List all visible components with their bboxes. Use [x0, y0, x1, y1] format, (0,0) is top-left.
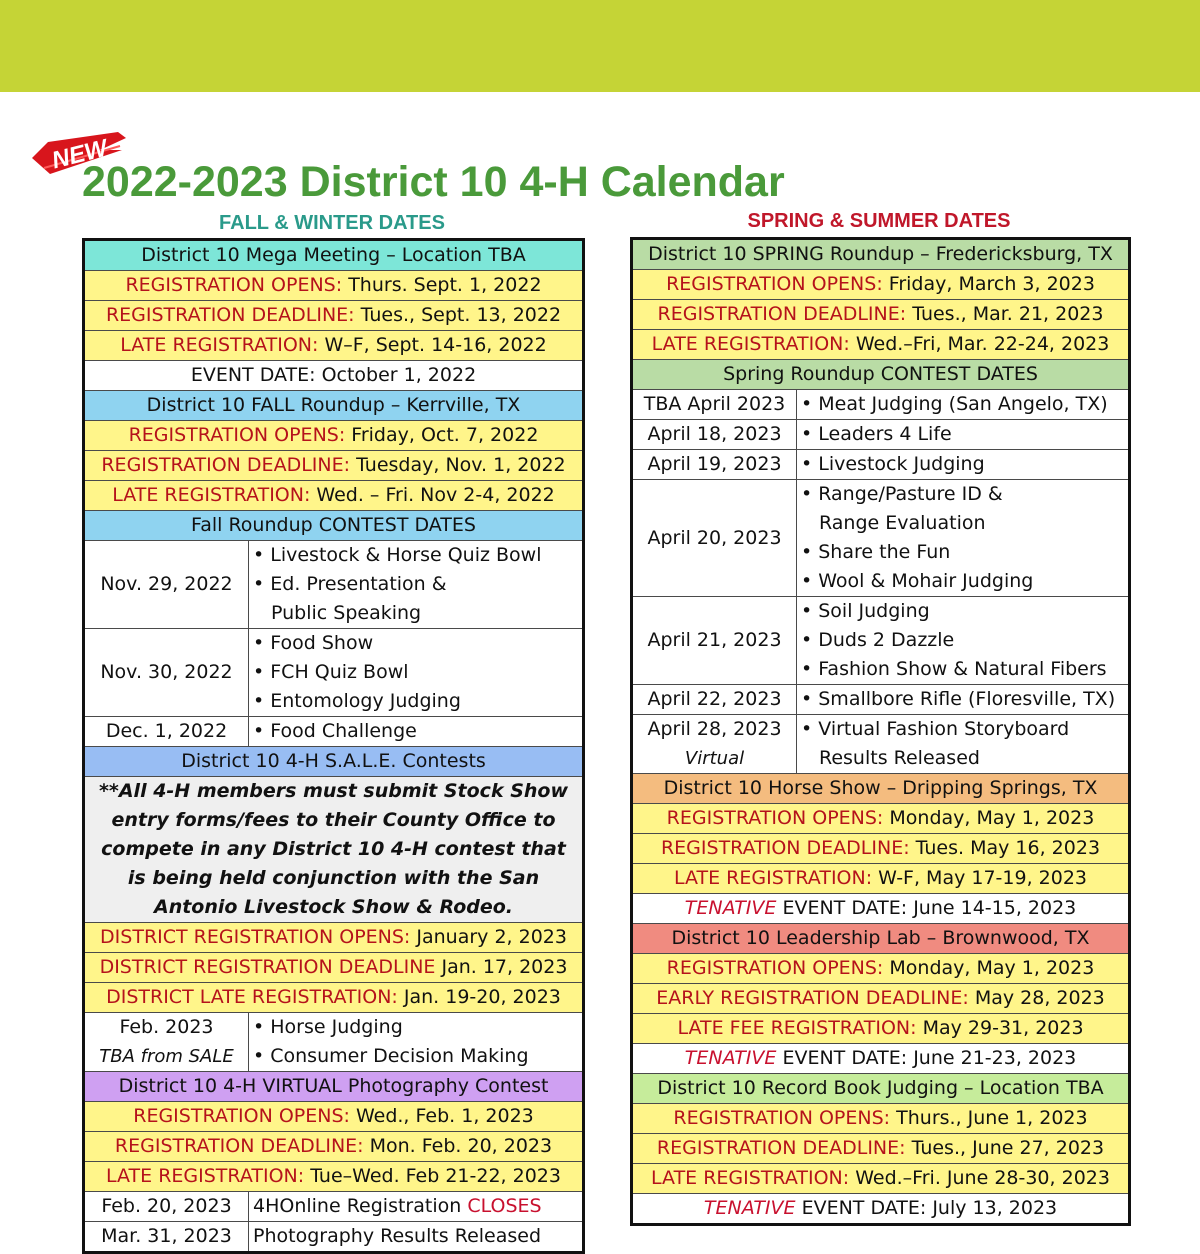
reg-label: DISTRICT REGISTRATION OPENS: [100, 926, 411, 948]
reg-label: REGISTRATION DEADLINE: [657, 303, 907, 325]
reg-label: DISTRICT REGISTRATION DEADLINE [99, 956, 436, 978]
contest-item: • Food Challenge [253, 717, 578, 746]
registration-opens [632, 270, 1130, 300]
closes-label: CLOSES [467, 1195, 542, 1217]
contest-date: April 21, 2023 [632, 597, 797, 685]
reg-label: LATE REGISTRATION: [651, 333, 850, 355]
fall-calendar-table [82, 238, 585, 1254]
contest-item: • Smallbore Rifle (Floresville, TX) [801, 685, 1124, 714]
new-badge-text: NEW [49, 134, 111, 175]
contest-item: • Livestock & Horse Quiz Bowl [253, 541, 578, 570]
photo-text [249, 1192, 584, 1222]
contest-date: Nov. 29, 2022 [84, 541, 249, 629]
contest-list [249, 629, 584, 717]
reg-value: Friday, Oct. 7, 2022 [351, 424, 539, 446]
reg-value: Monday, May 1, 2023 [889, 957, 1095, 979]
reg-label: REGISTRATION OPENS: [666, 807, 884, 829]
registration-opens [632, 804, 1130, 834]
reg-value: January 2, 2023 [416, 926, 567, 948]
reg-value: W-F, May 17-19, 2023 [878, 867, 1088, 889]
contest-item: • Range/Pasture ID & [801, 480, 1124, 509]
reg-label: REGISTRATION OPENS: [666, 273, 883, 295]
photo-text-main: 4HOnline Registration [253, 1195, 462, 1217]
contest-item: • Food Show [253, 629, 578, 658]
fall-heading: FALL & WINTER DATES [219, 212, 445, 234]
reg-value: Wed., Feb. 1, 2023 [355, 1105, 534, 1127]
registration-deadline [632, 834, 1130, 864]
tentative-label: TENATIVE [684, 897, 777, 919]
event-date [632, 1044, 1130, 1074]
contest-item: • Fashion Show & Natural Fibers [801, 655, 1124, 684]
reg-label: REGISTRATION OPENS: [673, 1107, 891, 1129]
contest-row [84, 629, 584, 717]
contest-row [84, 1013, 584, 1072]
contest-date: TBA April 2023 [632, 390, 797, 420]
contest-item: • Meat Judging (San Angelo, TX) [801, 390, 1124, 419]
date-sub: Virtual [684, 748, 745, 769]
photo-row [84, 1222, 584, 1253]
contest-row [632, 390, 1130, 420]
contest-date: April 20, 2023 [632, 480, 797, 597]
late-fee-registration [632, 1014, 1130, 1044]
reg-value: Tue–Wed. Feb 21-22, 2023 [310, 1165, 561, 1187]
contest-item: • Soil Judging [801, 597, 1124, 626]
contest-date: Nov. 30, 2022 [84, 629, 249, 717]
reg-label: REGISTRATION OPENS: [133, 1105, 350, 1127]
tentative-label: TENATIVE [703, 1197, 796, 1219]
contest-list [249, 1013, 584, 1072]
section-header: District 10 FALL Roundup – Kerrville, TX [84, 391, 584, 421]
late-registration [632, 1164, 1130, 1194]
photo-row [84, 1192, 584, 1222]
contest-row [632, 685, 1130, 715]
event-date: EVENT DATE: October 1, 2022 [84, 361, 584, 391]
reg-value: Wed.–Fri. June 28-30, 2023 [855, 1167, 1110, 1189]
reg-label: DISTRICT LATE REGISTRATION: [106, 986, 398, 1008]
reg-value: Thurs. Sept. 1, 2022 [348, 274, 542, 296]
reg-label: REGISTRATION DEADLINE: [101, 454, 351, 476]
reg-label: REGISTRATION OPENS: [666, 957, 884, 979]
contest-date: Dec. 1, 2022 [84, 717, 249, 747]
section-header: District 10 Horse Show – Dripping Springs, TX [632, 774, 1130, 804]
registration-deadline [84, 953, 584, 983]
reg-label: EARLY REGISTRATION DEADLINE: [656, 987, 969, 1009]
reg-value: Tues., Sept. 13, 2022 [360, 304, 562, 326]
contest-row [632, 420, 1130, 450]
reg-value: Thurs., June 1, 2023 [896, 1107, 1088, 1129]
contest-row [84, 541, 584, 629]
contest-dates-header: Spring Roundup CONTEST DATES [632, 360, 1130, 390]
reg-value: Jan. 19-20, 2023 [403, 986, 561, 1008]
late-registration [632, 864, 1130, 894]
contest-item: • Ed. Presentation & [253, 570, 578, 599]
reg-label: LATE REGISTRATION: [673, 867, 873, 889]
reg-value: W–F, Sept. 14-16, 2022 [324, 334, 547, 356]
section-header: District 10 4-H S.A.L.E. Contests [84, 747, 584, 777]
contest-item: • Consumer Decision Making [253, 1042, 578, 1071]
contest-date: April 22, 2023 [632, 685, 797, 715]
contest-list [797, 480, 1130, 597]
section-header: District 10 Mega Meeting – Location TBA [84, 240, 584, 271]
contest-item: • Share the Fun [801, 538, 1124, 567]
date-text: April 28, 2023 [647, 718, 782, 740]
registration-deadline [632, 300, 1130, 330]
reg-label: LATE REGISTRATION: [651, 1167, 850, 1189]
reg-value: May 28, 2023 [974, 987, 1105, 1009]
section-header: District 10 4-H VIRTUAL Photography Contest [84, 1072, 584, 1102]
sale-note: **All 4-H members must submit Stock Show entry forms/fees to their County Office to compete in any District 10 4-H contest that is being held conjunction with the San Antonio Livestock Show & Rodeo. [84, 777, 584, 923]
reg-value: Wed.–Fri, Mar. 22-24, 2023 [855, 333, 1110, 355]
spring-heading: SPRING & SUMMER DATES [747, 210, 1011, 232]
reg-value: Jan. 17, 2023 [441, 956, 568, 978]
late-registration [84, 1162, 584, 1192]
reg-label: LATE FEE REGISTRATION: [677, 1017, 917, 1039]
contest-row [632, 715, 1130, 774]
reg-label: REGISTRATION OPENS: [128, 424, 346, 446]
contest-item: • FCH Quiz Bowl [253, 658, 578, 687]
registration-opens [84, 923, 584, 953]
late-registration [84, 481, 584, 511]
event-text: EVENT DATE: June 21-23, 2023 [782, 1047, 1077, 1069]
tentative-label: TENATIVE [684, 1047, 777, 1069]
early-registration-deadline [632, 984, 1130, 1014]
registration-opens [84, 421, 584, 451]
contest-date [632, 715, 797, 774]
page-title: 2022-2023 District 10 4-H Calendar [82, 158, 785, 206]
contest-date: April 18, 2023 [632, 420, 797, 450]
photo-text: Photography Results Released [249, 1222, 584, 1253]
section-header: District 10 SPRING Roundup – Fredericksburg, TX [632, 239, 1130, 270]
reg-value: Mon. Feb. 20, 2023 [369, 1135, 553, 1157]
registration-opens [84, 1102, 584, 1132]
contest-item-cont: Public Speaking [271, 602, 422, 624]
contest-list [797, 715, 1130, 774]
contest-date [84, 1013, 249, 1072]
reg-value: Tuesday, Nov. 1, 2022 [356, 454, 566, 476]
registration-opens [632, 954, 1130, 984]
photo-date: Mar. 31, 2023 [84, 1222, 249, 1253]
contest-item-cont: Results Released [819, 747, 980, 769]
reg-value: May 29-31, 2023 [922, 1017, 1084, 1039]
contest-list [797, 597, 1130, 685]
mega-header-row [84, 240, 584, 271]
contest-item: • Wool & Mohair Judging [801, 567, 1124, 596]
event-date [632, 894, 1130, 924]
contest-item: • Horse Judging [253, 1013, 578, 1042]
contest-item: • Livestock Judging [801, 450, 1124, 479]
late-registration [84, 331, 584, 361]
contest-item: • Entomology Judging [253, 687, 578, 716]
event-text: EVENT DATE: July 13, 2023 [801, 1197, 1058, 1219]
photo-date: Feb. 20, 2023 [84, 1192, 249, 1222]
reg-label: LATE REGISTRATION: [120, 334, 319, 356]
contest-list [249, 717, 584, 747]
reg-value: Monday, May 1, 2023 [889, 807, 1095, 829]
reg-value: Friday, March 3, 2023 [888, 273, 1095, 295]
contest-list [797, 390, 1130, 420]
registration-deadline [84, 451, 584, 481]
contest-dates-header: Fall Roundup CONTEST DATES [84, 511, 584, 541]
reg-label: REGISTRATION DEADLINE: [105, 304, 355, 326]
section-header: District 10 Record Book Judging – Location TBA [632, 1074, 1130, 1104]
contest-row [632, 597, 1130, 685]
registration-opens [84, 271, 584, 301]
contest-item: • Leaders 4 Life [801, 420, 1124, 449]
date-text: Feb. 2023 [119, 1016, 214, 1038]
registration-deadline [84, 1132, 584, 1162]
registration-deadline [632, 1134, 1130, 1164]
contest-date: April 19, 2023 [632, 450, 797, 480]
contest-list [797, 685, 1130, 715]
reg-label: LATE REGISTRATION: [112, 484, 311, 506]
contest-row [632, 450, 1130, 480]
reg-label: REGISTRATION DEADLINE: [114, 1135, 364, 1157]
section-header: District 10 Leadership Lab – Brownwood, TX [632, 924, 1130, 954]
event-date [632, 1194, 1130, 1225]
event-text: EVENT DATE: June 14-15, 2023 [782, 897, 1077, 919]
reg-value: Tues., Mar. 21, 2023 [912, 303, 1104, 325]
spring-calendar-table [630, 237, 1131, 1226]
contest-item-cont: Range Evaluation [819, 512, 986, 534]
contest-list [249, 541, 584, 629]
contest-list [797, 420, 1130, 450]
date-sub: TBA from SALE [99, 1046, 234, 1067]
registration-deadline [84, 301, 584, 331]
late-registration [84, 983, 584, 1013]
late-registration [632, 330, 1130, 360]
contest-list [797, 450, 1130, 480]
reg-label: REGISTRATION OPENS: [125, 274, 343, 296]
contest-item: • Virtual Fashion Storyboard [801, 715, 1124, 744]
reg-value: Tues. May 16, 2023 [915, 837, 1101, 859]
top-banner [0, 0, 1200, 92]
contest-row [632, 480, 1130, 597]
reg-label: REGISTRATION DEADLINE: [660, 837, 910, 859]
reg-value: Tues., June 27, 2023 [911, 1137, 1105, 1159]
contest-item: • Duds 2 Dazzle [801, 626, 1124, 655]
reg-label: LATE REGISTRATION: [106, 1165, 305, 1187]
reg-value: Wed. – Fri. Nov 2-4, 2022 [316, 484, 555, 506]
reg-label: REGISTRATION DEADLINE: [656, 1137, 906, 1159]
contest-row [84, 717, 584, 747]
registration-opens [632, 1104, 1130, 1134]
